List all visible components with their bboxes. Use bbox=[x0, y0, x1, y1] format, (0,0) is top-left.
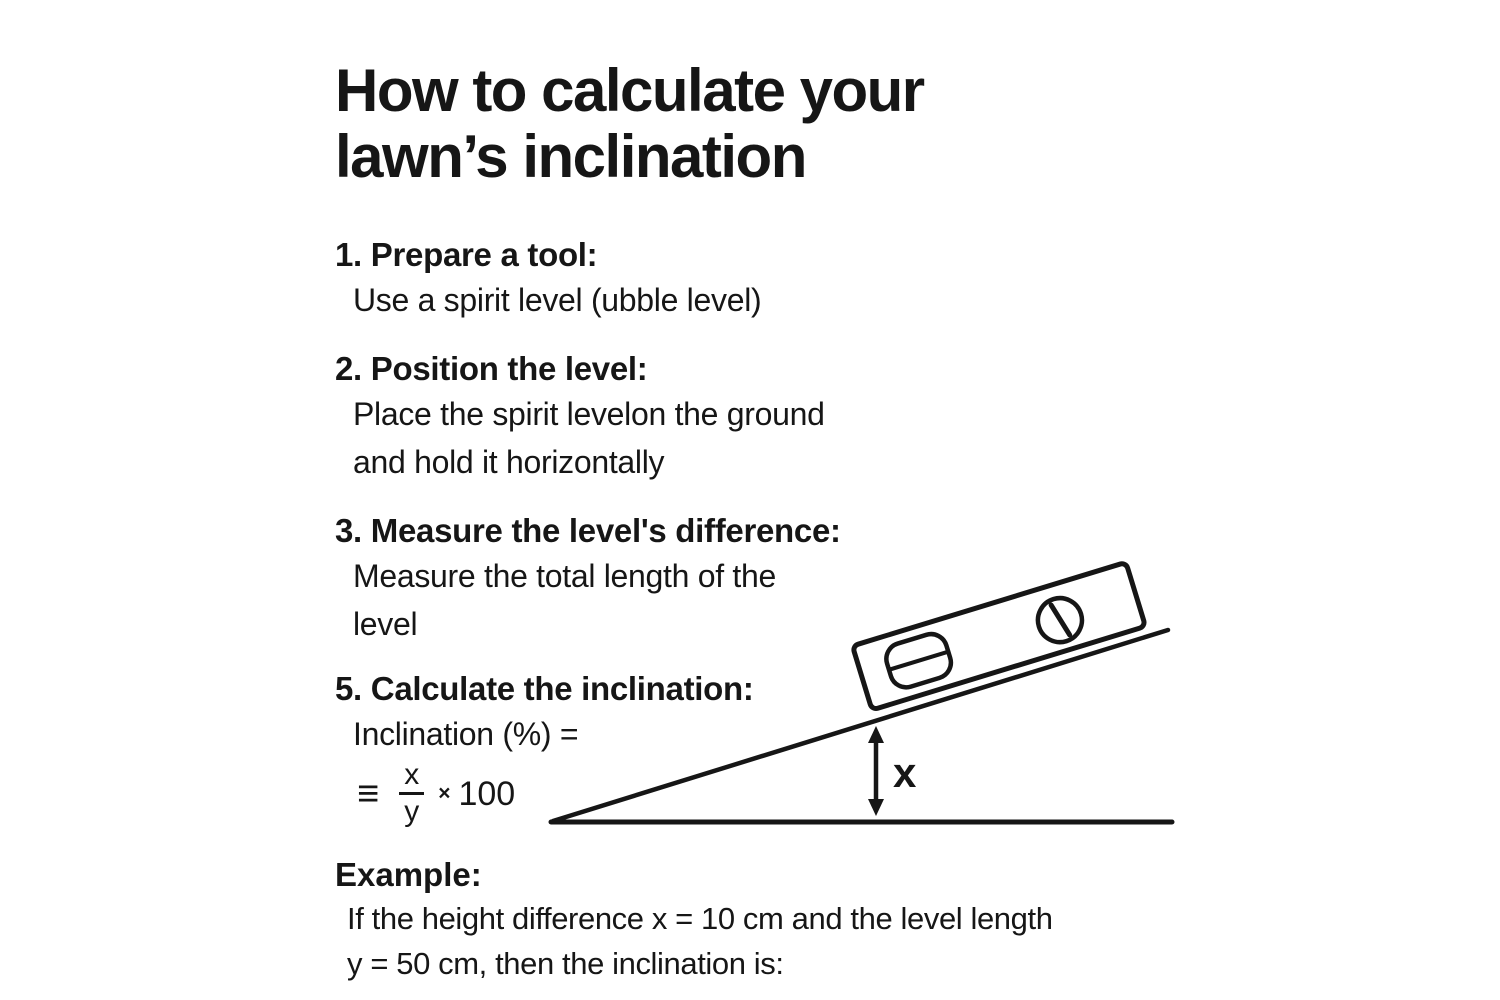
fraction-numerator: x bbox=[399, 759, 424, 795]
step-2-body bbox=[335, 390, 1235, 486]
height-label: x bbox=[893, 749, 917, 796]
step-2-line: Place the spirit levelon the ground bbox=[353, 396, 825, 432]
example-section bbox=[335, 854, 1235, 986]
incline-diagram bbox=[540, 545, 1190, 835]
inclination-equals-line: Inclination (%) = bbox=[353, 716, 579, 752]
fraction-denominator: y bbox=[404, 795, 420, 828]
incline-line bbox=[553, 630, 1168, 821]
step-1-heading: 1. Prepare a tool: bbox=[335, 236, 598, 273]
height-arrow bbox=[868, 726, 884, 816]
step-5-heading: 5. Calculate the inclination: bbox=[335, 670, 754, 707]
spirit-level-icon bbox=[852, 562, 1145, 710]
step-3-line: Measure the total length of the bbox=[353, 558, 776, 594]
page-title-line-1: How to calculate your bbox=[335, 57, 924, 124]
example-body bbox=[335, 896, 1235, 986]
page-title-line-2: lawn’s inclination bbox=[335, 123, 806, 190]
step-1-line: Use a spirit level (ubble level) bbox=[353, 282, 762, 318]
step-1 bbox=[335, 234, 1235, 324]
multiply-symbol: × bbox=[438, 782, 451, 805]
step-2-heading: 2. Position the level: bbox=[335, 350, 648, 387]
page-title bbox=[335, 58, 1235, 190]
height-arrow-head-top bbox=[868, 726, 884, 743]
vial-middle-line bbox=[889, 652, 948, 670]
example-heading: Example: bbox=[335, 856, 482, 893]
step-2-line: and hold it horizontally bbox=[353, 444, 665, 480]
step-1-body bbox=[335, 276, 1235, 324]
example-line: y = 50 cm, then the inclination is: bbox=[347, 946, 784, 981]
identity-symbol: ≡ bbox=[357, 772, 380, 815]
example-line: If the height difference x = 10 cm and the level length bbox=[347, 901, 1053, 936]
step-2 bbox=[335, 348, 1235, 486]
step-3-heading: 3. Measure the level's difference: bbox=[335, 512, 841, 549]
content-column bbox=[335, 58, 1235, 986]
step-3-line: level bbox=[353, 606, 418, 642]
x-over-y-fraction bbox=[399, 759, 424, 829]
factor-100: 100 bbox=[458, 774, 516, 813]
dial-needle-line bbox=[1051, 602, 1070, 637]
height-arrow-head-bottom bbox=[868, 799, 884, 816]
spirit-level-body bbox=[852, 562, 1145, 710]
